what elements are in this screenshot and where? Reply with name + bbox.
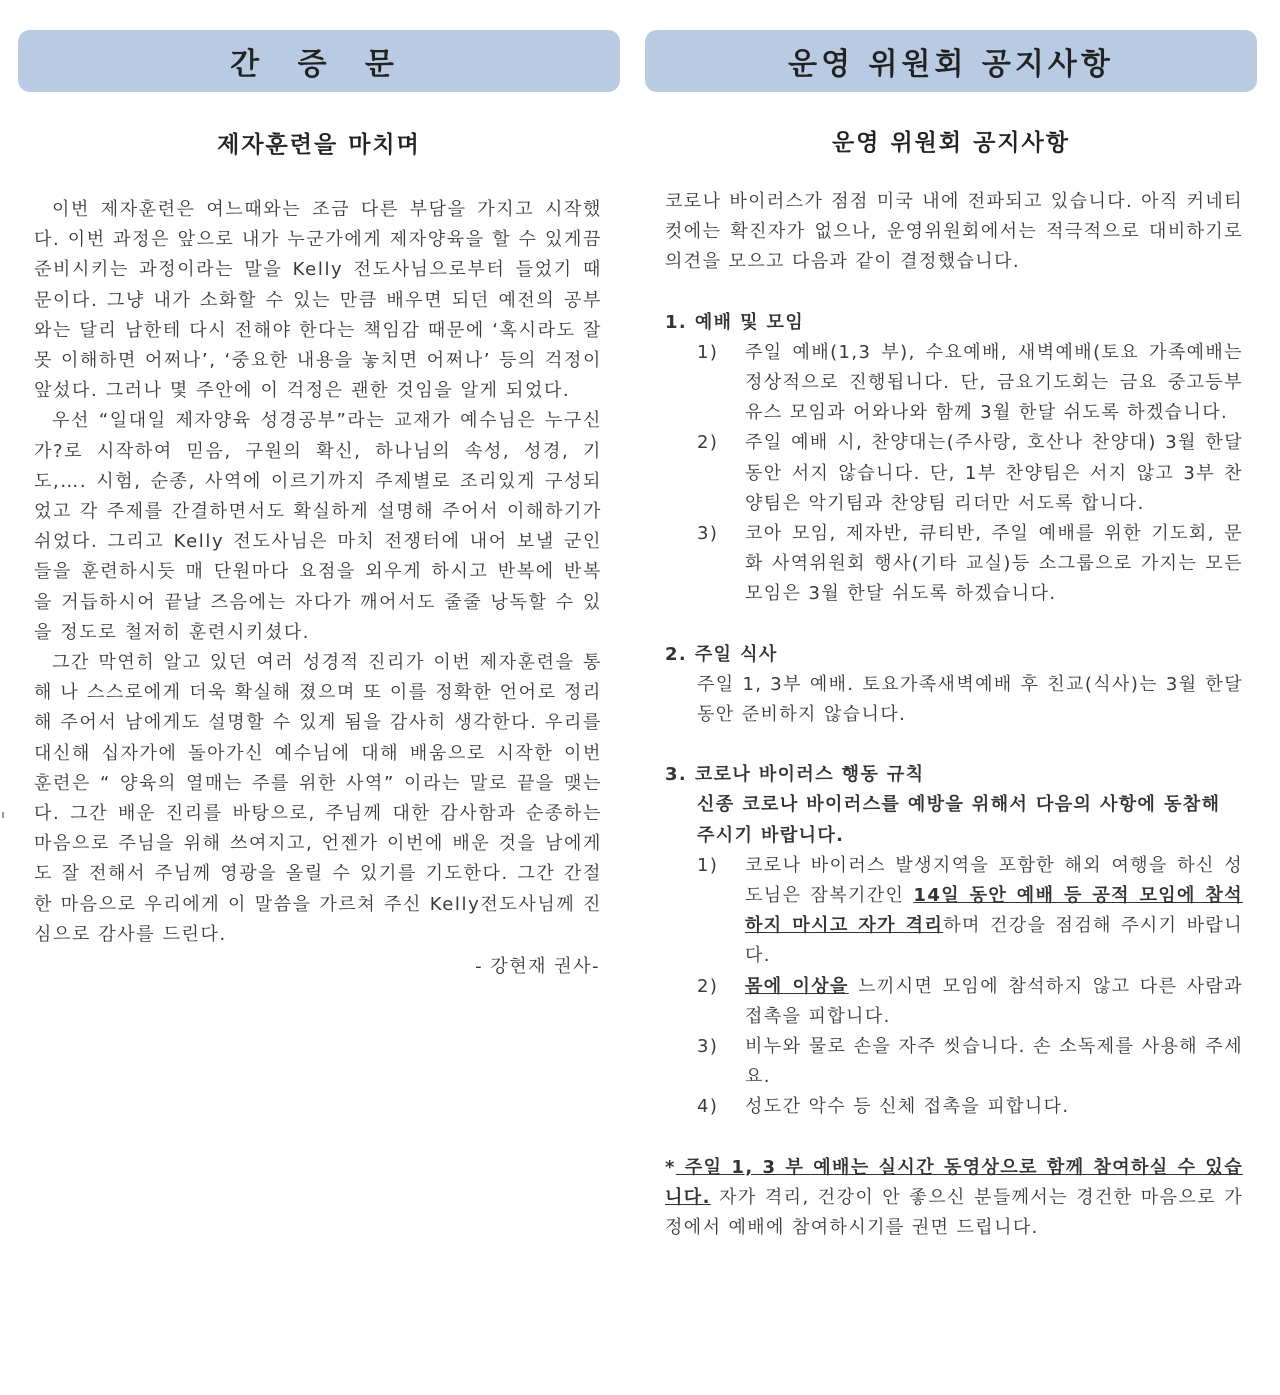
testimony-body <box>18 195 620 950</box>
testimony-paragraph-2: 우선 “일대일 제자양육 성경공부”라는 교재가 예수님은 누구신가?로 시작하여 믿음, 구원의 확신, 하나님의 속성, 성경, 기도,…. 시험, 순종, 사역에 이르기까지 주제별로 조리있게 구성되었고 각 주제를 간결하면서도 확실하게 설명해 주어서 이해하기가 쉬었다. 그리고 Kelly 전도사님은 마치 전쟁터에 내어 보낼 군인들을 훈련하시듯 매 단원마다 요점을 외우게 하시고 반복에 반복을 거듭하시어 끝날 즈음에는 자다가 깨어서도 줄줄 낭독할 수 있을 정도로 철저히 훈련시키셨다. <box>34 410 602 643</box>
list-item-number: 1) <box>697 341 719 363</box>
testimony-paragraph-3: 그간 막연히 알고 있던 여러 성경적 진리가 이번 제자훈련을 통해 나 스스로에게 더욱 확실해 졌으며 또 이를 정확한 언어로 정리해 주어서 남에게도 설명할 수 있게 됨을 감사히 생각한다. 우리를 대신해 십자가에 돌아가신 예수님에 대해 배움으로 시작한 이번 훈련은 “ 양육의 열매는 주를 위한 사역” 이라는 말로 끝을 맺는다. 그간 배운 진리를 바탕으로, 주님께 대한 감사함과 순종하는 마음으로 주님을 위해 쓰여지고, 언젠가 이번에 배운 것을 남에게도 잘 전해서 주님께 영광을 올릴 수 있기를 기도한다. 그간 간절한 마음으로 우리에게 이 말씀을 가르쳐 주신 Kelly전도사님께 진심으로 감사를 드린다. <box>34 652 602 945</box>
list-item-text: 성도간 악수 등 신체 접촉을 피합니다. <box>745 1096 1070 1118</box>
list-item-number: 2) <box>697 432 719 454</box>
list-item <box>697 519 1243 610</box>
testimony-paragraph-1: 이번 제자훈련은 여느때와는 조금 다른 부담을 가지고 시작했다. 이번 과정은 앞으로 내가 누군가에게 제자양육을 할 수 있게끔 준비시키는 과정이라는 말을 Kelly 전도사님으로부터 들었기 때문이다. 그냥 내가 소화할 수 있는 만큼 배우면 되던 예전의 공부와는 달리 남한테 다시 전해야 한다는 책임감 때문에 ‘혹시라도 잘 못 이해하면 어쩌나’, ‘중요한 내용을 놓치면 어쩌나’ 등의 걱정이 앞섰다. 그러나 몇 주안에 이 걱정은 괜한 것임을 알게 되었다. <box>34 199 602 402</box>
list-item-number: 1) <box>697 854 719 876</box>
list-item-text: 코아 모임, 제자반, 큐티반, 주일 예배를 위한 기도회, 문화 사역위원회 행사(기타 교실)등 소그룹으로 가지는 모든 모임은 3월 한달 쉬도록 하겠습니다. <box>745 523 1243 605</box>
notice-intro: 코로나 바이러스가 점점 미국 내에 전파되고 있습니다. 아직 커네티컷에는 확진자가 없으나, 운영위원회에서는 적극적으로 대비하기로 의견을 모으고 다음과 같이 결정했습니다. <box>665 191 1243 273</box>
notice-banner-label: 운영 위원회 공지사항 <box>788 47 1114 82</box>
notice-title: 운영 위원회 공지사항 <box>832 130 1070 156</box>
section-rules-list <box>697 851 1243 1123</box>
list-item-number: 2) <box>697 975 719 997</box>
margin-mark <box>2 812 4 818</box>
list-item <box>697 428 1243 519</box>
notice-body <box>645 187 1257 1243</box>
testimony-title: 제자훈련을 마치며 <box>217 132 421 158</box>
note-underlined: 주일 1, 3 부 예배는 실시간 동영상으로 함께 참여하실 수 있습니다. <box>665 1156 1243 1208</box>
note-star: * <box>665 1156 676 1178</box>
list-item-text: 주일 예배(1,3 부), 수요예배, 새벽예배(토요 가족예배는 정상적으로 진행됩니다. 단, 금요기도회는 금요 중고등부 유스 모임과 어와나와 함께 3월 한달 쉬도록 하겠습니다. <box>745 341 1243 424</box>
list-item <box>697 338 1243 429</box>
rule-1-after: 하며 건강을 점검해 주시기 바랍니다. <box>745 915 1243 967</box>
rule-2-underlined: 몸에 이상을 <box>745 975 849 997</box>
rule-1-underlined: 14일 동안 예배 등 공적 모임에 참석하지 마시고 자가 격리 <box>745 885 1244 937</box>
list-item-text <box>745 972 1243 1032</box>
notice-banner <box>645 30 1257 92</box>
notice-column <box>645 30 1257 1243</box>
list-item-number: 3) <box>697 523 719 545</box>
livestream-note <box>665 1153 1243 1244</box>
list-item <box>697 851 1243 972</box>
section-worship-list <box>697 338 1243 610</box>
section-worship-heading: 1. 예배 및 모임 <box>665 311 805 333</box>
list-item <box>697 972 1243 1032</box>
testimony-banner <box>18 30 620 92</box>
list-item <box>697 1032 1243 1092</box>
testimony-column <box>18 30 620 978</box>
list-item <box>697 1092 1243 1122</box>
section-meal-heading: 2. 주일 식사 <box>665 643 778 665</box>
list-item-text: 비누와 물로 손을 자주 씻습니다. 손 소독제를 사용해 주세요. <box>745 1036 1243 1088</box>
section-meal-text: 주일 1, 3부 예배. 토요가족새벽예배 후 친교(식사)는 3월 한달 동안 준비하지 않습니다. <box>697 673 1243 726</box>
note-after: 자가 격리, 건강이 안 좋으신 분들께서는 경건한 마음으로 가정에서 예배에 참여하시기를 권면 드립니다. <box>665 1186 1243 1239</box>
testimony-banner-label: 간 증 문 <box>230 47 408 82</box>
list-item-number: 4) <box>697 1096 719 1118</box>
section-rules-heading: 3. 코로나 바이러스 행동 규칙 <box>665 764 925 786</box>
testimony-author: - 강현재 권사- <box>475 956 600 978</box>
list-item-text <box>745 851 1243 972</box>
section-rules-lead: 신종 코로나 바이러스를 예방을 위해서 다음의 사항에 동참해 주시기 바랍니다. <box>697 794 1221 846</box>
rule-1-before: 코로나 바이러스 발생지역을 포함한 해외 여행을 하신 성도님은 잠복기간인 <box>745 854 1243 907</box>
rule-2-after: 느끼시면 모임에 참석하지 않고 다른 사람과 접촉을 피합니다. <box>745 975 1243 1027</box>
list-item-number: 3) <box>697 1036 719 1058</box>
list-item-text: 주일 예배 시, 찬양대는(주사랑, 호산나 찬양대) 3월 한달 동안 서지 않습니다. 단, 1부 찬양팀은 서지 않고 3부 찬양팀은 악기팀과 찬양팀 리더만 서도록 합니다. <box>745 432 1243 514</box>
